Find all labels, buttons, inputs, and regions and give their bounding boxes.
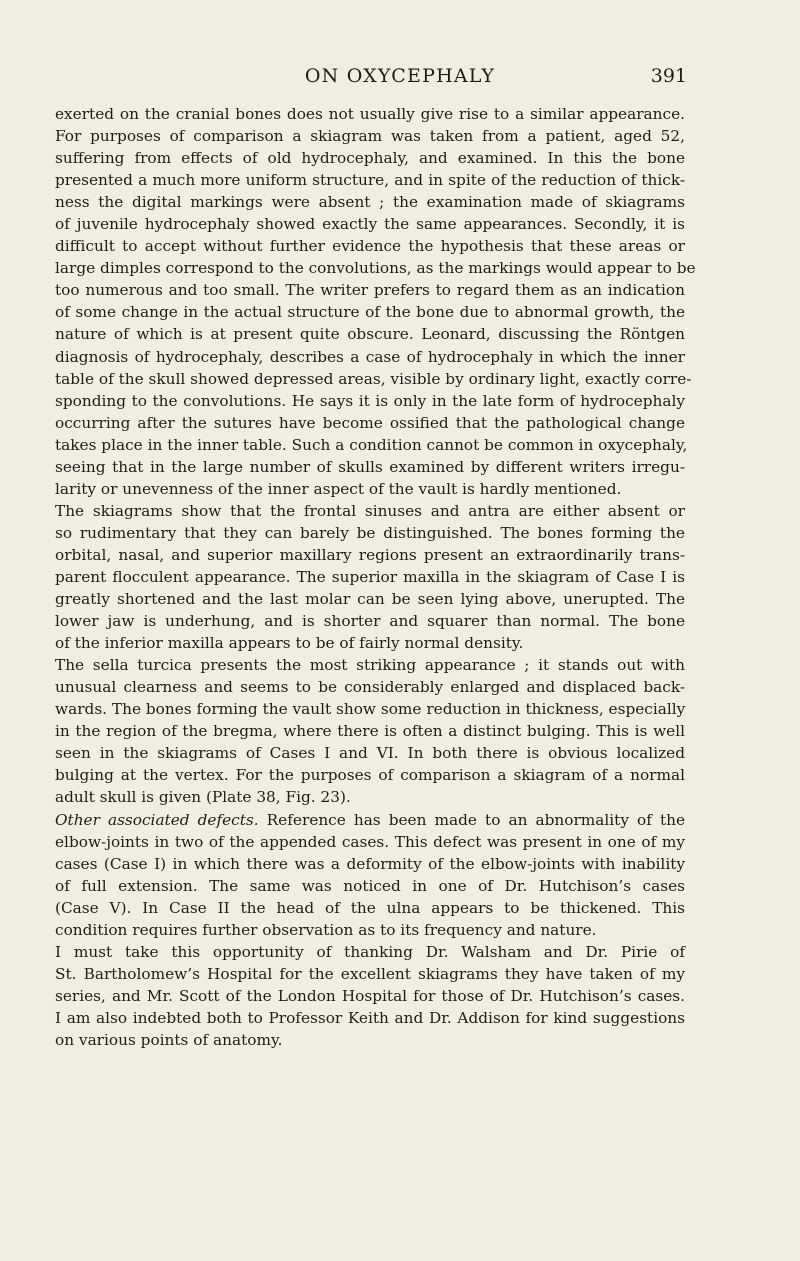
text-line: For purposes of comparison a skiagram was taken from a patient, aged 52, bbox=[55, 127, 685, 146]
text-line: series, and Mr. Scott of the London Hospital for those of Dr. Hutchison’s cases. bbox=[55, 986, 685, 1005]
text-line: lower jaw is underhung, and is shorter and squarer than normal. The bone bbox=[55, 612, 685, 631]
text-line: presented a much more uniform structure, and in spite of the reduction of thick- bbox=[55, 171, 685, 190]
text-line: so rudimentary that they can barely be distinguished. The bones forming the bbox=[55, 523, 685, 542]
text-line: too numerous and too small. The writer prefers to regard them as an indication bbox=[55, 281, 685, 300]
running-head bbox=[0, 63, 800, 89]
text-line: condition requires further observation as to its frequency and nature. bbox=[55, 920, 597, 939]
text-line: of the inferior maxilla appears to be of fairly normal density. bbox=[55, 634, 524, 653]
paragraph bbox=[55, 809, 685, 941]
text-line-rest: Reference has been made to an abnormality of the bbox=[258, 810, 685, 829]
text-line: cases (Case I) in which there was a deformity of the elbow-joints with inability bbox=[55, 854, 685, 873]
paragraph bbox=[55, 654, 685, 808]
text-line: The sella turcica presents the most striking appearance ; it stands out with bbox=[55, 656, 685, 675]
page-number: 391 bbox=[650, 65, 687, 87]
text-line: of some change in the actual structure of the bone due to abnormal growth, the bbox=[55, 303, 685, 322]
text-line: larity or unevenness of the inner aspect of the vault is hardly mentioned. bbox=[55, 479, 622, 498]
body-text bbox=[55, 103, 696, 1051]
text-line: seen in the skiagrams of Cases I and VI. In both there is obvious localized bbox=[55, 744, 685, 763]
text-line: takes place in the inner table. Such a condition cannot be common in oxycephaly, bbox=[55, 435, 688, 454]
text-line: in the region of the bregma, where there is often a distinct bulging. This is well bbox=[55, 722, 685, 741]
text-line: greatly shortened and the last molar can be seen lying above, unerupted. The bbox=[55, 590, 685, 609]
text-line: I must take this opportunity of thanking Dr. Walsham and Dr. Pirie of bbox=[55, 942, 685, 961]
text-line: table of the skull showed depressed areas, visible by ordinary light, exactly corre- bbox=[55, 369, 692, 388]
text-line: suffering from effects of old hydrocephaly, and examined. In this the bone bbox=[55, 149, 685, 168]
text-line: diagnosis of hydrocephaly, describes a case of hydrocephaly in which the inner bbox=[55, 347, 685, 366]
text-line bbox=[55, 809, 685, 831]
italic-heading: Other associated defects. bbox=[55, 810, 259, 829]
text-line: bulging at the vertex. For the purposes of comparison a skiagram of a normal bbox=[55, 766, 685, 785]
paragraph bbox=[55, 500, 685, 654]
text-line: sponding to the convolutions. He says it is only in the late form of hydrocephaly bbox=[55, 391, 685, 410]
paragraph bbox=[55, 103, 696, 500]
text-line: of juvenile hydrocephaly showed exactly the same appearances. Secondly, it is bbox=[55, 215, 685, 234]
text-line: (Case V). In Case II the head of the ulna appears to be thickened. This bbox=[55, 898, 685, 917]
text-line: adult skull is given (Plate 38, Fig. 23). bbox=[55, 788, 351, 807]
paragraph bbox=[55, 941, 685, 1051]
text-line: large dimples correspond to the convolutions, as the markings would appear to be bbox=[55, 259, 696, 278]
text-line: occurring after the sutures have become ossified that the pathological change bbox=[55, 413, 685, 432]
text-line: St. Bartholomew’s Hospital for the excellent skiagrams they have taken of my bbox=[55, 964, 685, 983]
text-line: The skiagrams show that the frontal sinuses and antra are either absent or bbox=[55, 501, 685, 520]
text-line: orbital, nasal, and superior maxillary regions present an extraordinarily trans- bbox=[55, 545, 685, 564]
text-line: parent flocculent appearance. The superior maxilla in the skiagram of Case I is bbox=[55, 567, 685, 586]
text-line: nature of which is at present quite obscure. Leonard, discussing the Röntgen bbox=[55, 325, 685, 344]
text-line: seeing that in the large number of skulls examined by different writers irregu- bbox=[55, 457, 685, 476]
text-line: ness the digital markings were absent ; the examination made of skiagrams bbox=[55, 193, 685, 212]
text-line: on various points of anatomy. bbox=[55, 1030, 283, 1049]
text-line: unusual clearness and seems to be considerably enlarged and displaced back- bbox=[55, 678, 685, 697]
text-line: difficult to accept without further evidence the hypothesis that these areas or bbox=[55, 237, 685, 256]
text-line: wards. The bones forming the vault show some reduction in thickness, especially bbox=[55, 700, 686, 719]
text-line: of full extension. The same was noticed in one of Dr. Hutchison’s cases bbox=[55, 876, 685, 895]
running-head-title: ON OXYCEPHALY bbox=[304, 65, 496, 87]
text-line: exerted on the cranial bones does not usually give rise to a similar appearance. bbox=[55, 105, 685, 123]
text-line: elbow-joints in two of the appended cases. This defect was present in one of my bbox=[55, 832, 685, 851]
text-line: I am also indebted both to Professor Keith and Dr. Addison for kind suggestions bbox=[55, 1008, 685, 1027]
